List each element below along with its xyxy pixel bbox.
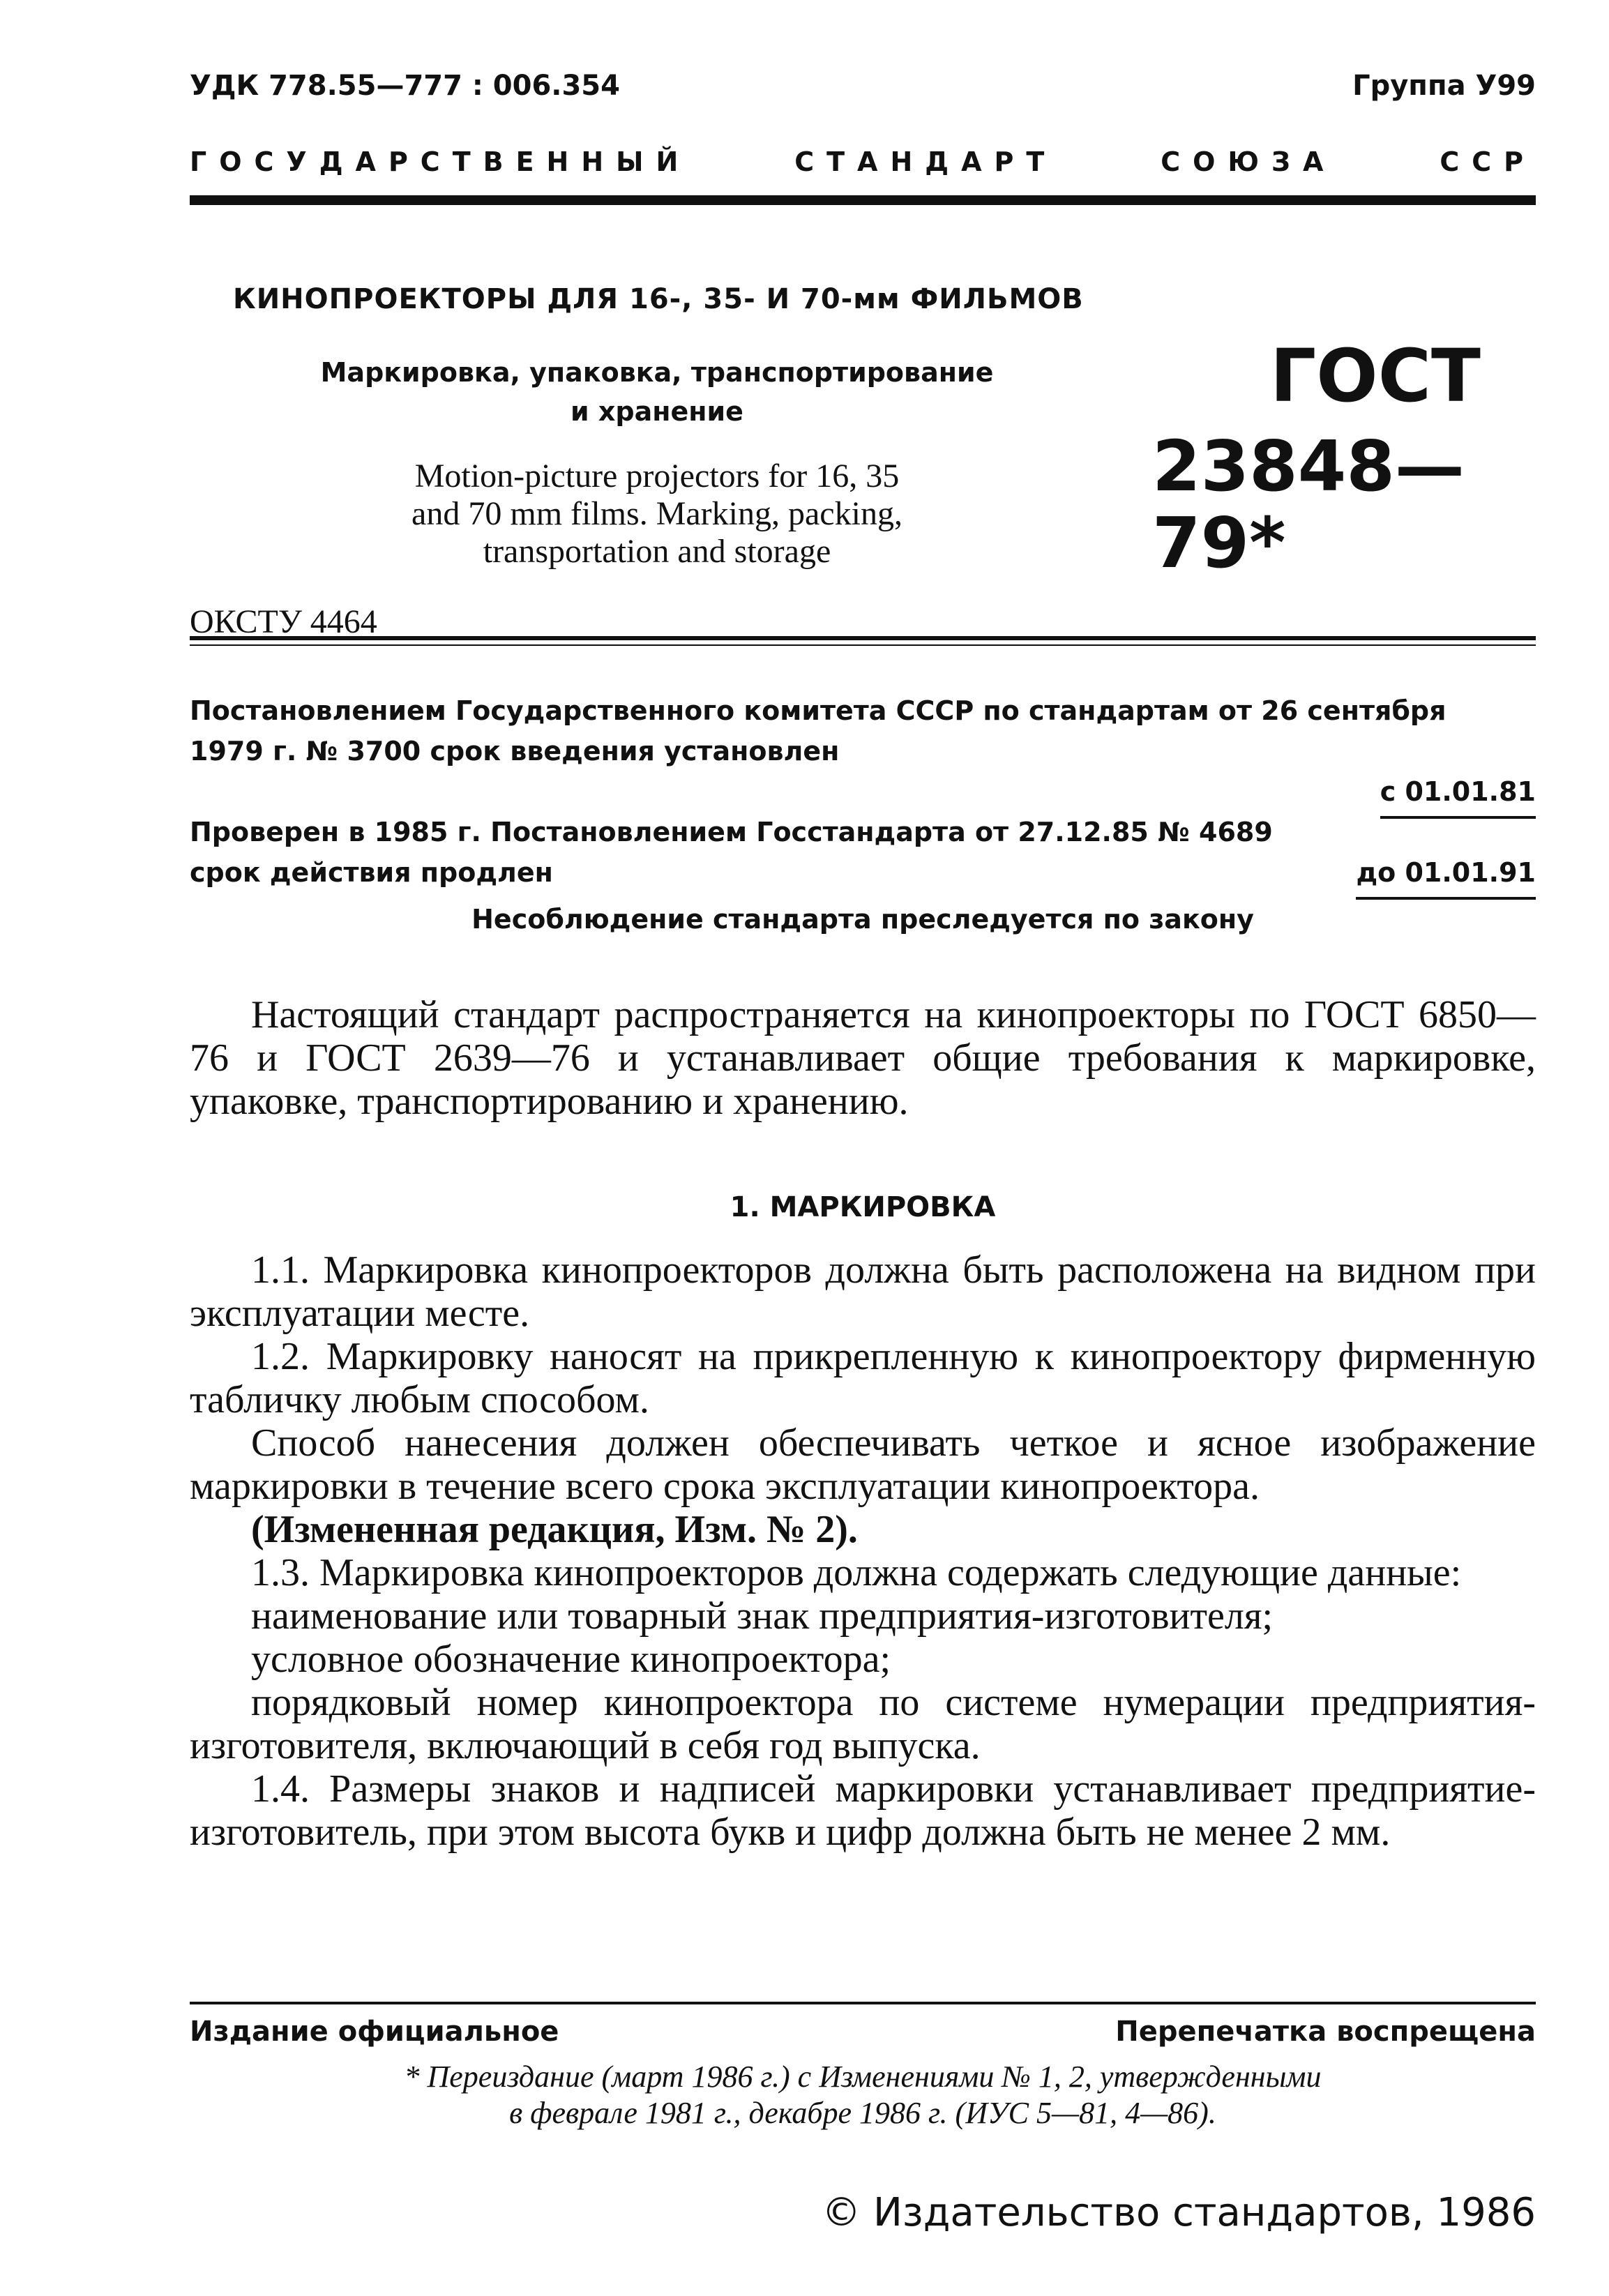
clause-1-3: 1.3. Маркировка кинопроекторов должна содержать следующие данные: xyxy=(251,1551,1462,1594)
russian-subtitle xyxy=(301,353,1013,431)
ussr-word: ССР xyxy=(1440,146,1536,177)
footnote-line-1: * Переиздание (март 1986 г.) с Изменениями № 1, 2, утвержденными xyxy=(404,2060,1322,2094)
standard-word: СТАНДАРТ xyxy=(794,146,1057,177)
amendment-note: (Измененная редакция, Изм. № 2). xyxy=(251,1508,858,1551)
subtitle-line-2: и хранение xyxy=(571,396,743,427)
decree-line-1: Постановлением Государственного комитета СССР по стандартам от 26 сентября xyxy=(190,695,1446,726)
state-word: ГОСУДАРСТВЕННЫЙ xyxy=(190,146,691,177)
english-title xyxy=(301,458,1013,571)
english-line-2: and 70 mm films. Marking, packing, xyxy=(411,495,902,532)
clause-1-4: 1.4. Размеры знаков и надписей маркировки устанавливает предприятие-изготовитель, при этом высота букв и цифр должна быть не менее 2 мм. xyxy=(190,1767,1536,1854)
footer-row xyxy=(190,2016,1536,2048)
state-standard-title xyxy=(190,146,1536,177)
main-title: КИНОПРОЕКТОРЫ ДЛЯ 16-, 35- И 70-мм ФИЛЬМОВ xyxy=(233,283,1084,315)
title-block xyxy=(190,205,1536,640)
gost-number: 23848—79* xyxy=(1152,425,1465,584)
group-code: Группа У99 xyxy=(1352,70,1536,102)
title-divider xyxy=(190,636,1536,646)
decree-block xyxy=(190,690,1536,893)
legal-notice: Несоблюдение стандарта преследуется по закону xyxy=(471,904,1254,935)
extended-date: до 01.01.91 xyxy=(1356,852,1536,900)
reissue-footnote xyxy=(190,2059,1536,2131)
copyright-line: © Издательство стандартов, 1986 xyxy=(822,2190,1536,2235)
checked-line-1: Проверен в 1985 г. Постановлением Госстандарта от 27.12.85 № 4689 xyxy=(190,817,1273,847)
clause-1-2: 1.2. Маркировку наносят на прикрепленную к кинопроектору фирменную табличку любым способом. xyxy=(190,1335,1536,1421)
clause-1-2-method: Способ нанесения должен обеспечивать четкое и ясное изображение маркировки в течение всего срока эксплуатации кинопроектора. xyxy=(190,1421,1536,1508)
decree-line-2: 1979 г. № 3700 срок введения установлен xyxy=(190,736,840,766)
list-item: наименование или товарный знак предприятия-изготовителя; xyxy=(251,1594,1274,1638)
section-body xyxy=(190,1248,1536,1854)
english-line-3: transportation and storage xyxy=(483,533,831,570)
footer-rule xyxy=(190,2002,1536,2004)
list-item: порядковый номер кинопроектора по системе нумерации предприятия-изготовителя, включающий в себя год выпуска. xyxy=(190,1681,1536,1767)
gost-label: ГОСТ xyxy=(1270,333,1481,418)
document-page xyxy=(190,70,1536,640)
union-word: СОЮЗА xyxy=(1161,146,1336,177)
checked-line-2: срок действия продлен xyxy=(190,857,553,888)
udk-code: УДК 778.55—777 : 006.354 xyxy=(190,70,620,102)
list-item: условное обозначение кинопроектора; xyxy=(251,1638,891,1681)
footnote-line-2: в феврале 1981 г., декабре 1986 г. (ИУС 5—81, 4—86). xyxy=(509,2096,1216,2130)
english-line-1: Motion-picture projectors for 16, 35 xyxy=(414,458,900,494)
intro-paragraph: Настоящий стандарт распространяется на кинопроекторы по ГОСТ 6850—76 и ГОСТ 2639—76 и устанавливает общие требования к маркировке, упаковке, транспортированию и хранению. xyxy=(190,993,1536,1123)
subtitle-line-1: Маркировка, упаковка, транспортирование xyxy=(320,357,994,388)
header-thick-rule xyxy=(190,195,1536,205)
clause-1-1: 1.1. Маркировка кинопроекторов должна быть расположена на видном при эксплуатации месте. xyxy=(190,1248,1536,1335)
section-heading: 1. МАРКИРОВКА xyxy=(730,1191,996,1223)
reprint-prohibited: Перепечатка воспрещена xyxy=(1115,2016,1536,2048)
okstu-code: ОКСТУ 4464 xyxy=(190,603,377,640)
official-edition: Издание официальное xyxy=(190,2016,559,2048)
introduction-date: с 01.01.81 xyxy=(1380,771,1536,819)
top-header-row xyxy=(190,70,1536,102)
